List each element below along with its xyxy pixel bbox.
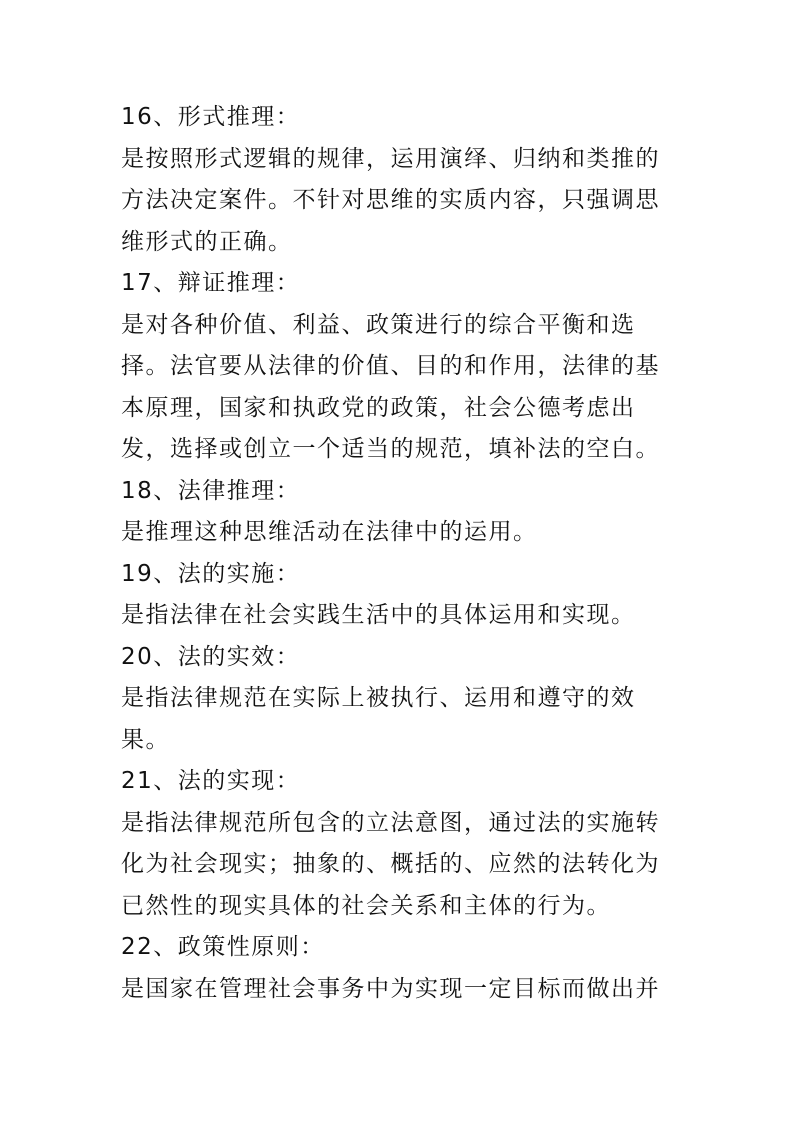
entry-18 [121, 471, 661, 554]
entry-20 [121, 637, 661, 762]
document-body [121, 97, 661, 1010]
term-definition: 是国家在管理社会事务中为实现一定目标而做出并 [121, 975, 660, 1002]
term-heading: 22、政策性原则： [121, 934, 325, 960]
term-heading: 19、法的实施： [121, 560, 301, 587]
term-definition: 是指法律规范所包含的立法意图，通过法的实施转化为社会现实；抽象的、概括的、应然的法转化为已然性的现实具体的社会关系和主体的行为。 [121, 809, 660, 919]
entry-22 [121, 927, 661, 1010]
term-definition: 是推理这种思维活动在法律中的运用。 [121, 519, 538, 545]
term-definition: 是按照形式逻辑的规律，运用演绎、归纳和类推的方法决定案件。不针对思维的实质内容，只强调思维形式的正确。 [121, 145, 660, 255]
term-heading: 20、法的实效： [121, 643, 301, 670]
entry-16 [121, 97, 661, 263]
term-definition: 是指法律规范在实际上被执行、运用和遵守的效果。 [121, 685, 636, 753]
term-definition: 是对各种价值、利益、政策进行的综合平衡和选择。法官要从法律的价值、目的和作用，法律的基本原理，国家和执政党的政策，社会公德考虑出发，选择或创立一个适当的规范，填补法的空白。 [121, 311, 660, 462]
entry-17 [121, 263, 661, 471]
entry-19 [121, 554, 661, 637]
entry-21 [121, 761, 661, 927]
term-heading: 21、法的实现： [121, 768, 301, 794]
term-heading: 18、法律推理： [121, 477, 301, 504]
term-heading: 16、形式推理： [121, 104, 301, 130]
term-definition: 是指法律在社会实践生活中的具体运用和实现。 [121, 602, 636, 628]
term-heading: 17、辩证推理： [121, 270, 301, 296]
